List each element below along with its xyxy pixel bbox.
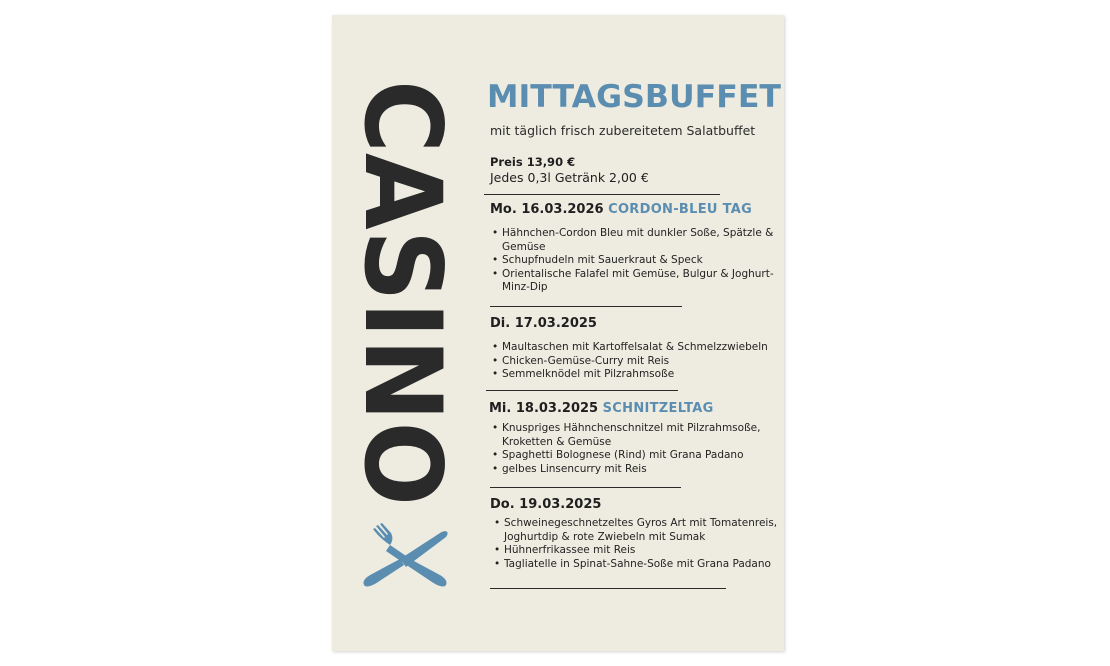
divider bbox=[490, 306, 682, 307]
price-text: Preis 13,90 € bbox=[490, 155, 576, 169]
list-item: • Knuspriges Hähnchenschnitzel mit Pilzrahmsoße, Kroketten & Gemüse bbox=[502, 422, 777, 449]
day-label: Do. 19.03.2025 bbox=[490, 497, 602, 512]
day-theme: SCHNITZELTAG bbox=[602, 401, 714, 416]
dish-list-thursday bbox=[490, 517, 779, 571]
day-theme: CORDON-BLEU TAG bbox=[608, 202, 753, 217]
day-heading-monday bbox=[490, 202, 752, 217]
list-item: • Maultaschen mit Kartoffelsalat & Schmelzzwiebeln bbox=[502, 341, 777, 355]
menu-subtitle: mit täglich frisch zubereitetem Salatbuffet bbox=[490, 123, 756, 138]
list-item: • Schupfnudeln mit Sauerkraut & Speck bbox=[502, 254, 777, 268]
day-heading-wednesday bbox=[489, 401, 714, 416]
divider bbox=[490, 487, 681, 488]
day-label: Di. 17.03.2025 bbox=[490, 316, 597, 331]
brand-wordmark bbox=[341, 73, 464, 535]
menu-content bbox=[487, 15, 781, 651]
divider bbox=[490, 588, 726, 589]
list-item: • Semmelknödel mit Pilzrahmsoße bbox=[502, 368, 777, 382]
dish-list-tuesday bbox=[490, 341, 777, 382]
dish-list-wednesday bbox=[490, 422, 777, 476]
list-item: • Chicken-Gemüse-Curry mit Reis bbox=[502, 355, 777, 369]
day-label: Mi. 18.03.2025 bbox=[489, 401, 599, 416]
list-item: • Spaghetti Bolognese (Rind) mit Grana Padano bbox=[502, 449, 777, 463]
menu-poster bbox=[332, 15, 784, 651]
list-item: • gelbes Linsencurry mit Reis bbox=[502, 463, 777, 477]
list-item: • Hühnerfrikassee mit Reis bbox=[504, 544, 779, 558]
brand-logo bbox=[341, 73, 464, 535]
list-item: • Orientalische Falafel mit Gemüse, Bulgur & Joghurt-Minz-Dip bbox=[502, 268, 777, 295]
divider bbox=[484, 194, 720, 195]
menu-title: MITTAGSBUFFET bbox=[487, 79, 781, 115]
list-item: • Hähnchen-Cordon Bleu mit dunkler Soße, Spätzle & Gemüse bbox=[502, 227, 777, 254]
divider bbox=[486, 390, 678, 391]
drink-price-text: Jedes 0,3l Getränk 2,00 € bbox=[490, 170, 649, 185]
day-heading-thursday bbox=[490, 497, 601, 512]
list-item: • Tagliatelle in Spinat-Sahne-Soße mit Grana Padano bbox=[504, 558, 779, 572]
fork-knife-icon bbox=[360, 523, 450, 593]
list-item: • Schweinegeschnetzeltes Gyros Art mit Tomatenreis, Joghurtdip & rote Zwiebeln mit Sumak bbox=[504, 517, 779, 544]
dish-list-monday bbox=[490, 227, 777, 295]
day-label: Mo. 16.03.2026 bbox=[490, 202, 604, 217]
brand-name: CASINO bbox=[341, 80, 464, 535]
day-heading-tuesday bbox=[490, 316, 597, 331]
